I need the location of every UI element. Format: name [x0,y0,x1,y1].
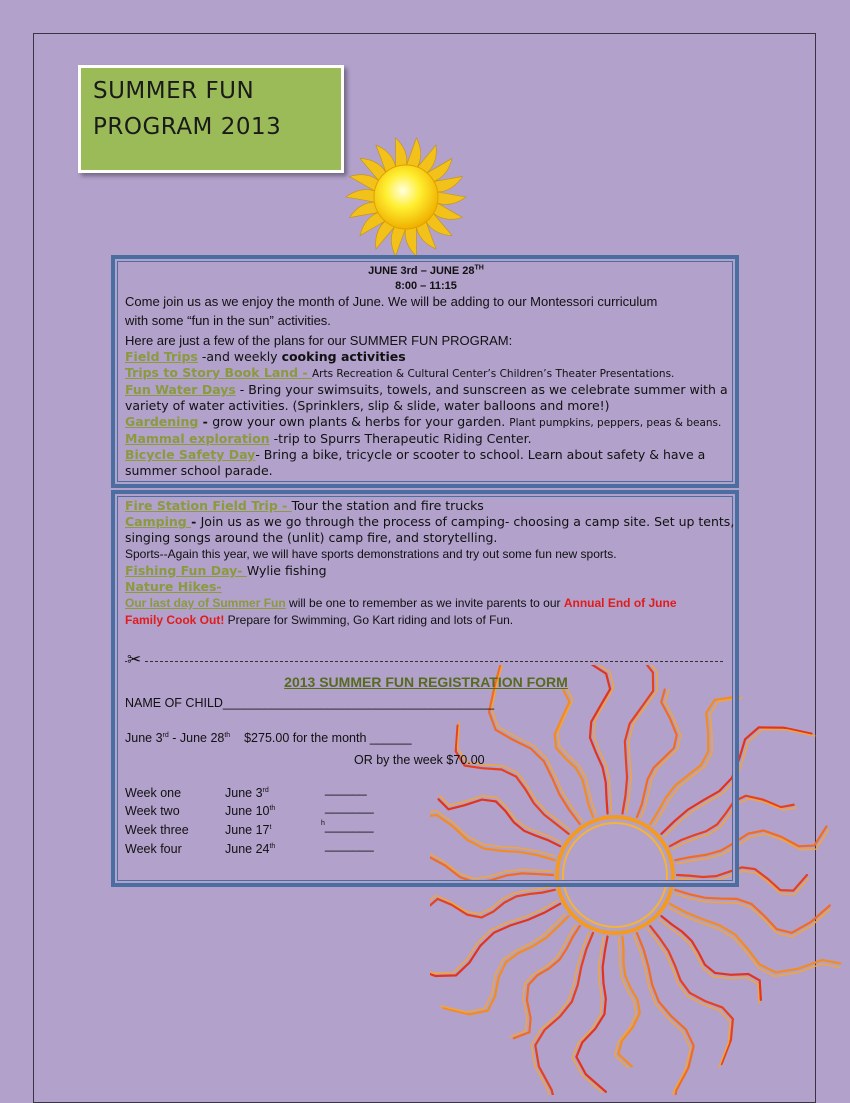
sun-flame-ray [510,925,576,1037]
week-date-sup: t [269,823,272,831]
intro-line-1: Come join us as we enjoy the month of June. We will be adding to our Montessori curriculum [125,294,658,309]
last-day-item [125,595,727,612]
title-line-1: SUMMER FUN [93,78,255,104]
last-day-text: will be one to remember as we invite parents to our [285,596,564,610]
water-days-text-2: variety of water activities. (Sprinklers, slip & slide, water balloons and more!) [125,398,610,413]
field-trips-link[interactable]: Field Trips [125,349,198,364]
sun-flame-ray [634,935,691,1095]
field-trips-item [125,349,727,365]
sun-flame-ray [430,904,560,976]
water-days-text-1: - Bring your swimsuits, towels, and sunscreen as we celebrate summer with a [235,382,728,397]
title-box [78,65,344,173]
dates-sup: TH [474,264,484,272]
sun-ray [406,138,421,169]
week-label: Week one [125,786,182,800]
camping-dash: - [191,514,201,529]
small-sun-image [340,135,472,260]
story-book-link[interactable]: Trips to Story Book Land - [125,365,312,380]
sun-flame-ray [661,916,760,1000]
monthly-price[interactable]: $275.00 for the month ______ [230,731,412,745]
sun-flame-ray [675,894,830,937]
sun-flame-ray [675,890,830,933]
week-date: June 17 [225,823,270,837]
camping-link[interactable]: Camping [125,514,192,529]
sun-ray [436,192,466,205]
sun-flame-ray [670,904,840,973]
sun-flame-ray [572,937,603,1092]
intro-line-2: with some “fun in the sun” activities. [125,313,331,328]
sun-flame-ray [615,938,636,1068]
sun-flame-ray [576,937,607,1092]
week-label: Week four [125,842,182,856]
week-row [125,819,374,837]
camping-item [125,514,735,530]
week-label: Week three [125,823,189,837]
title-line-2: PROGRAM 2013 [93,114,282,140]
price-date-start-sup: rd [162,731,169,739]
cut-line [125,661,723,662]
week-row [125,800,374,818]
cook-out-highlight-2: Family Cook Out! [125,613,225,627]
fire-station-text: Tour the station and fire trucks [291,498,484,513]
nature-hikes-link[interactable]: Nature Hikes- [125,579,222,594]
mammal-text: -trip to Spurrs Therapeutic Riding Center. [269,431,532,446]
week-label: Week two [125,804,180,818]
last-day-text-2: Prepare for Swimming, Go Kart riding and lots of Fun. [224,613,514,627]
mammal-link[interactable]: Mammal exploration [125,431,270,446]
week-date: June 24 [225,842,270,856]
bicycle-link[interactable]: Bicycle Safety Day [125,447,256,462]
price-date-start: June 3 [125,731,163,745]
week-row [125,838,374,856]
program-plans-box [111,255,739,488]
week-date: June 10 [225,804,270,818]
scissors-icon: ✂ [127,650,142,669]
sun-ray [405,225,416,256]
last-day-line-2 [125,612,727,629]
camping-text-1: Join us as we go through the process of camping- choosing a camp site. Set up tents, [200,514,735,529]
sports-text: Sports--Again this year, we will have sports demonstrations and try out some fun new sports. [125,547,617,561]
weekly-price: OR by the week $70.00 [354,753,485,767]
fire-station-link[interactable]: Fire Station Field Trip - [125,498,292,513]
fishing-link[interactable]: Fishing Fun Day- [125,563,247,578]
program-time: 8:00 – 11:15 [395,280,457,292]
water-days-link[interactable]: Fun Water Days [125,382,236,397]
sun-ray [391,225,406,256]
mammal-item [125,431,727,447]
sun-ray [346,190,376,203]
bicycle-text-1: - Bring a bike, tricycle or scooter to school. Learn about safety & have a [255,447,706,462]
cooking-activities: cooking activities [281,349,406,364]
week-row [125,782,367,800]
water-days-item [125,382,727,398]
week-date-sup: th [269,804,276,812]
child-name-field[interactable]: NAME OF CHILD_______________________________________ [125,696,495,710]
week-blank[interactable]: _______ [325,838,374,852]
week-blank-sup: h [321,819,325,827]
gardening-text: grow your own plants & herbs for your garden. [212,414,510,429]
sun-flame-ray [430,890,555,918]
bicycle-item [125,447,727,463]
cook-out-highlight-1: Annual End of June [563,596,677,610]
gardening-text-2: Plant pumpkins, peppers, peas & beans. [509,417,722,429]
week-blank[interactable]: $^h$_______ [321,819,374,833]
sun-flame-ray [660,920,759,1004]
nature-hikes-item [125,579,727,595]
fishing-text: Wylie fishing [246,563,327,578]
price-date-end: - June 28 [168,731,225,745]
camping-text-2: singing songs around the (unlit) camp fire, and storytelling. [125,530,498,545]
monthly-price-line [125,731,412,745]
field-trips-text: -and weekly [197,349,282,364]
program-dates [125,265,727,277]
registration-form-title: 2013 SUMMER FUN REGISTRATION FORM [284,674,568,690]
sun-flame-ray [444,916,569,1014]
week-date-sup: rd [262,786,269,794]
sun-ray [396,138,407,169]
gardening-dash: - [198,414,213,429]
week-blank[interactable]: ______ [325,782,367,796]
fishing-item [125,563,727,579]
last-day-link[interactable]: Our last day of Summer Fun [125,596,286,610]
price-date-end-sup: th [224,731,231,739]
intro-line-3: Here are just a few of the plans for our SUMMER FUN PROGRAM: [125,333,513,348]
week-date-sup: th [269,842,276,850]
sun-flame-ray [618,937,639,1067]
sun-flame-ray [514,926,580,1038]
story-book-item [125,365,727,382]
gardening-item [125,414,727,431]
week-blank[interactable]: _______ [325,800,374,814]
dates-text: JUNE 3rd – JUNE 28 [368,265,475,277]
week-date: June 3 [225,786,263,800]
sun-flame-ray [430,886,553,914]
story-book-text: Arts Recreation & Cultural Center’s Children’s Theater Presentations. [312,368,675,380]
activities-registration-box [111,490,739,887]
gardening-link[interactable]: Gardening [125,414,199,429]
fire-station-item [125,498,727,514]
bicycle-text-2: summer school parade. [125,463,273,478]
